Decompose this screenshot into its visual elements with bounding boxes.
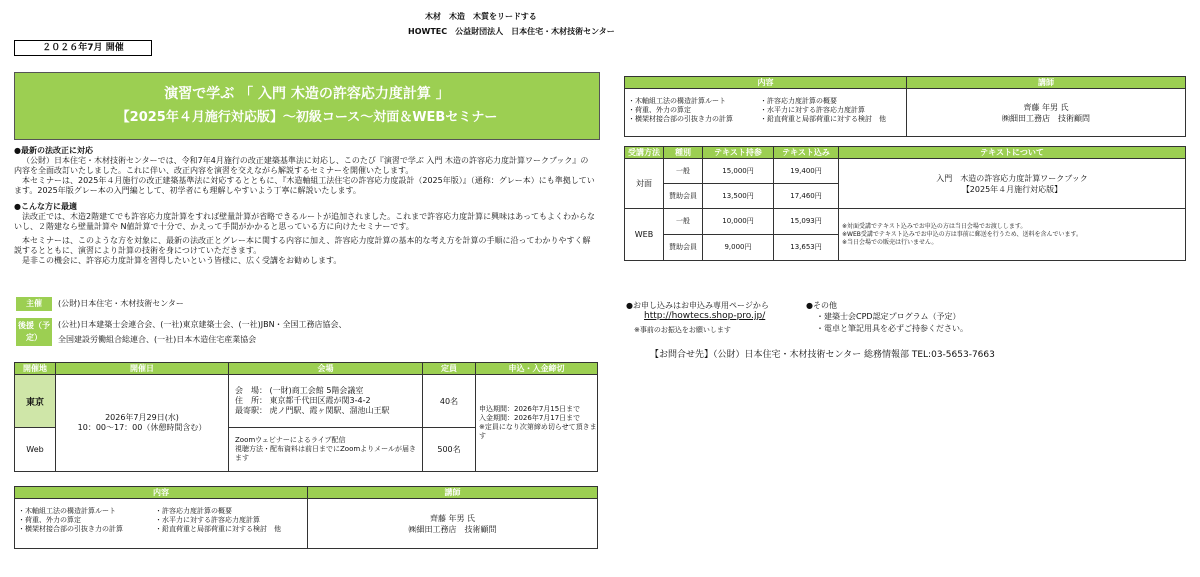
fee-value: 15,093円 bbox=[774, 209, 839, 235]
text-title-1: 入門 木造の許容応力度計算ワークブック bbox=[936, 173, 1088, 183]
fee-member: 賛助会員 bbox=[664, 235, 703, 261]
date-badge: ２０２６年7月 開催 bbox=[14, 40, 152, 56]
fee-header: 受講方法 bbox=[625, 147, 664, 159]
venue-table bbox=[14, 362, 598, 472]
venue-tokyo-line: 会 場： (一財)商工会館 5階会議室 bbox=[235, 386, 364, 395]
fee-web-label: WEB bbox=[625, 209, 664, 261]
content-item: ・木軸組工法の構造計算ルート bbox=[628, 97, 726, 105]
fee-note: ※当日会場での販売は行いません。 bbox=[842, 238, 938, 246]
fee-value: 10,000円 bbox=[703, 209, 774, 235]
content-items bbox=[625, 89, 907, 137]
venue-web-line: 視聴方法・配布資料は前日までにZoomよりメールが届きます bbox=[235, 445, 417, 462]
contact-line: 【お問合せ先】（公財）日本住宅・木材技術センター 総務情報部 TEL:03-5653-7663 bbox=[650, 350, 995, 360]
content-col1 bbox=[628, 97, 733, 124]
lecturer-cell bbox=[308, 499, 598, 549]
venue-tokyo-line: 最寄駅： 虎ノ門駅、霞ヶ関駅、溜池山王駅 bbox=[235, 406, 390, 415]
fee-value: 9,000円 bbox=[703, 235, 774, 261]
others-item: ・電卓と筆記用具を必ずご持参ください。 bbox=[816, 324, 968, 333]
intro-heading-1: ●最新の法改正に対応 bbox=[14, 146, 93, 155]
text-about bbox=[839, 159, 1186, 209]
intro-paragraph-1: （公財）日本住宅・木材技術センターでは、令和7年4月施行の改正建築基準法に対応し、このたび『演習で学ぶ 入門 木造の許容応力度計算ワークブック』の内容を全面改訂いたしました。これに伴い、改正内容を演習を交えながら解説するセミナーを開催いたします。 bbox=[14, 156, 589, 175]
fee-note: ※対面受講でテキスト込みでお申込の方は当日会場でお渡しします。 bbox=[842, 222, 1027, 230]
lecturer-name: 齊藤 年男 氏 bbox=[429, 513, 476, 523]
venue-deadline-line: ※定員になり次第締め切らせて頂きます bbox=[479, 423, 597, 440]
fee-header: テキスト込み bbox=[774, 147, 839, 159]
venue-web-line: Zoomウェビナーによるライブ配信 bbox=[235, 436, 346, 444]
fee-value: 13,653円 bbox=[774, 235, 839, 261]
support-line1: (公社)日本建築士会連合会、(一社)東京建築士会、(一社)JBN・全国工務店協会、 bbox=[58, 320, 347, 329]
fee-member: 賛助会員 bbox=[664, 184, 703, 209]
content-table-left bbox=[14, 486, 598, 549]
content-col2 bbox=[155, 507, 281, 534]
fee-general: 一般 bbox=[664, 159, 703, 184]
venue-web-capacity: 500名 bbox=[423, 428, 476, 472]
fee-notes bbox=[839, 209, 1186, 261]
content-item: ・横架材接合部の引抜き力の計算 bbox=[18, 525, 123, 533]
lecturer-header: 講師 bbox=[308, 487, 598, 499]
content-item: ・荷重、外力の算定 bbox=[18, 516, 81, 524]
venue-date-line2: 10：00～17：00（休憩時間含む） bbox=[77, 423, 207, 432]
content-item: ・鉛直荷重と局部荷重に対する検討 他 bbox=[155, 525, 281, 533]
content-header: 内容 bbox=[15, 487, 308, 499]
venue-tokyo bbox=[229, 375, 423, 428]
content-col1 bbox=[18, 507, 123, 534]
venue-header: 開催地 bbox=[15, 363, 56, 375]
fee-value: 13,500円 bbox=[703, 184, 774, 209]
lecturer-name: 齊藤 年男 氏 bbox=[1023, 102, 1069, 112]
lecturer-header: 講師 bbox=[907, 77, 1186, 89]
fee-header: 種別 bbox=[664, 147, 703, 159]
text-title-2: 【2025年４月施行対応版】 bbox=[961, 184, 1063, 194]
content-table-right bbox=[624, 76, 1186, 137]
fee-table bbox=[624, 146, 1186, 261]
fee-header: テキストについて bbox=[839, 147, 1186, 159]
title-banner bbox=[14, 72, 600, 140]
content-item: ・許容応力度計算の概要 bbox=[155, 507, 232, 515]
fee-general: 一般 bbox=[664, 209, 703, 235]
intro-section bbox=[14, 146, 596, 266]
content-item: ・横架材接合部の引抜き力の計算 bbox=[628, 115, 733, 123]
venue-header: 申込・入金締切 bbox=[476, 363, 598, 375]
lecturer-org: ㈱細田工務店 技術顧問 bbox=[408, 524, 497, 534]
others-item: ・建築士会CPD認定プログラム（予定） bbox=[816, 312, 961, 321]
venue-header: 開催日 bbox=[56, 363, 229, 375]
fee-value: 19,400円 bbox=[774, 159, 839, 184]
intro-paragraph-2: 本セミナーは、2025年４月施行の改正建築基準法に対応するとともに、『木造軸組工法住宅の許容応力度設計（2025年版）』（通称：グレー本）にも準拠しています。2025年版グレー本の入門編として、初学者にも理解しやすいよう丁寧に解説いたします。 bbox=[14, 176, 595, 195]
venue-tokyo-label: 東京 bbox=[15, 375, 56, 428]
content-item: ・木軸組工法の構造計算ルート bbox=[18, 507, 116, 515]
apply-link[interactable]: http://howtecs.shop-pro.jp/ bbox=[644, 311, 766, 321]
content-item: ・鉛直荷重と局部荷重に対する検討 他 bbox=[760, 115, 886, 123]
fee-note: ※WEB受講でテキスト込みでお申込の方は事前に郵送を行うため、送料を含んでいます。 bbox=[842, 230, 1083, 238]
support-line2: 全国建設労働組合総連合、(一社)日本木造住宅産業協会 bbox=[58, 335, 257, 344]
fee-value: 15,000円 bbox=[703, 159, 774, 184]
fee-value: 17,460円 bbox=[774, 184, 839, 209]
venue-header: 定員 bbox=[423, 363, 476, 375]
organizer-label: 主催 bbox=[16, 297, 52, 311]
organizer-value: (公財)日本住宅・木材技術センター bbox=[58, 299, 184, 308]
venue-web bbox=[229, 428, 423, 472]
content-item: ・水平力に対する許容応力度計算 bbox=[760, 106, 865, 114]
intro-heading-2: ●こんな方に最適 bbox=[14, 202, 77, 211]
intro-paragraph-5: 是非この機会に、許容応力度計算を習得したいという皆様に、広く受講をお勧めします。 bbox=[22, 256, 342, 265]
fee-header: テキスト持参 bbox=[703, 147, 774, 159]
venue-date bbox=[56, 375, 229, 472]
venue-date-line1: 2026年7月29日(水) bbox=[105, 413, 179, 422]
intro-paragraph-3: 法改正では、木造2階建てでも許容応力度計算をすれば壁量計算が省略できるルートが追加されました。これまで許容応力度計算に興味はあってもよくわからないし、２階建なら壁量計算や N値計算で十分で、かえって手間がかかると思っている方に向けたセミナーです。 bbox=[14, 212, 596, 231]
venue-header: 会場 bbox=[229, 363, 423, 375]
support-label: 後援（予定） bbox=[16, 318, 52, 346]
title-line1: 演習で学ぶ 「 入門 木造の許容応力度計算 」 bbox=[164, 86, 450, 102]
content-item: ・許容応力度計算の概要 bbox=[760, 97, 837, 105]
header-tagline: 木材 木造 木質をリードする bbox=[425, 12, 537, 21]
content-item: ・荷重、外力の算定 bbox=[628, 106, 691, 114]
venue-tokyo-capacity: 40名 bbox=[423, 375, 476, 428]
header-org: HOWTEC 公益財団法人 日本住宅・木材技術センター bbox=[408, 27, 615, 36]
lecturer-cell bbox=[907, 89, 1186, 137]
venue-deadline bbox=[476, 375, 598, 472]
venue-web-label: Web bbox=[15, 428, 56, 472]
fee-face-label: 対面 bbox=[625, 159, 664, 209]
apply-note: ※事前のお振込をお願いします bbox=[634, 326, 731, 334]
title-line2: 【2025年４月施行対応版】～初級コース～対面＆WEBセミナー bbox=[116, 110, 498, 125]
apply-line: ●お申し込みはお申込み専用ページから bbox=[626, 301, 769, 310]
venue-deadline-line: 申込期間：2026年7月15日まで bbox=[479, 405, 581, 413]
others-heading: ●その他 bbox=[806, 301, 837, 310]
content-item: ・水平力に対する許容応力度計算 bbox=[155, 516, 260, 524]
venue-deadline-line: 入金期間：2026年7月17日まで bbox=[479, 414, 581, 422]
intro-paragraph-4: 本セミナーは、このような方を対象に、最新の法改正とグレー本に関する内容に加え、許容応力度計算の基本的な考え方を計算の手順に沿ってわかりやすく解説するとともに、演習により計算の技術を身につけていただきます。 bbox=[14, 236, 591, 255]
lecturer-org: ㈱細田工務店 技術顧問 bbox=[1002, 113, 1090, 123]
content-items bbox=[15, 499, 308, 549]
venue-tokyo-line: 住 所： 東京都千代田区霞が関3-4-2 bbox=[235, 396, 371, 405]
content-header: 内容 bbox=[625, 77, 907, 89]
content-col2 bbox=[760, 97, 886, 124]
